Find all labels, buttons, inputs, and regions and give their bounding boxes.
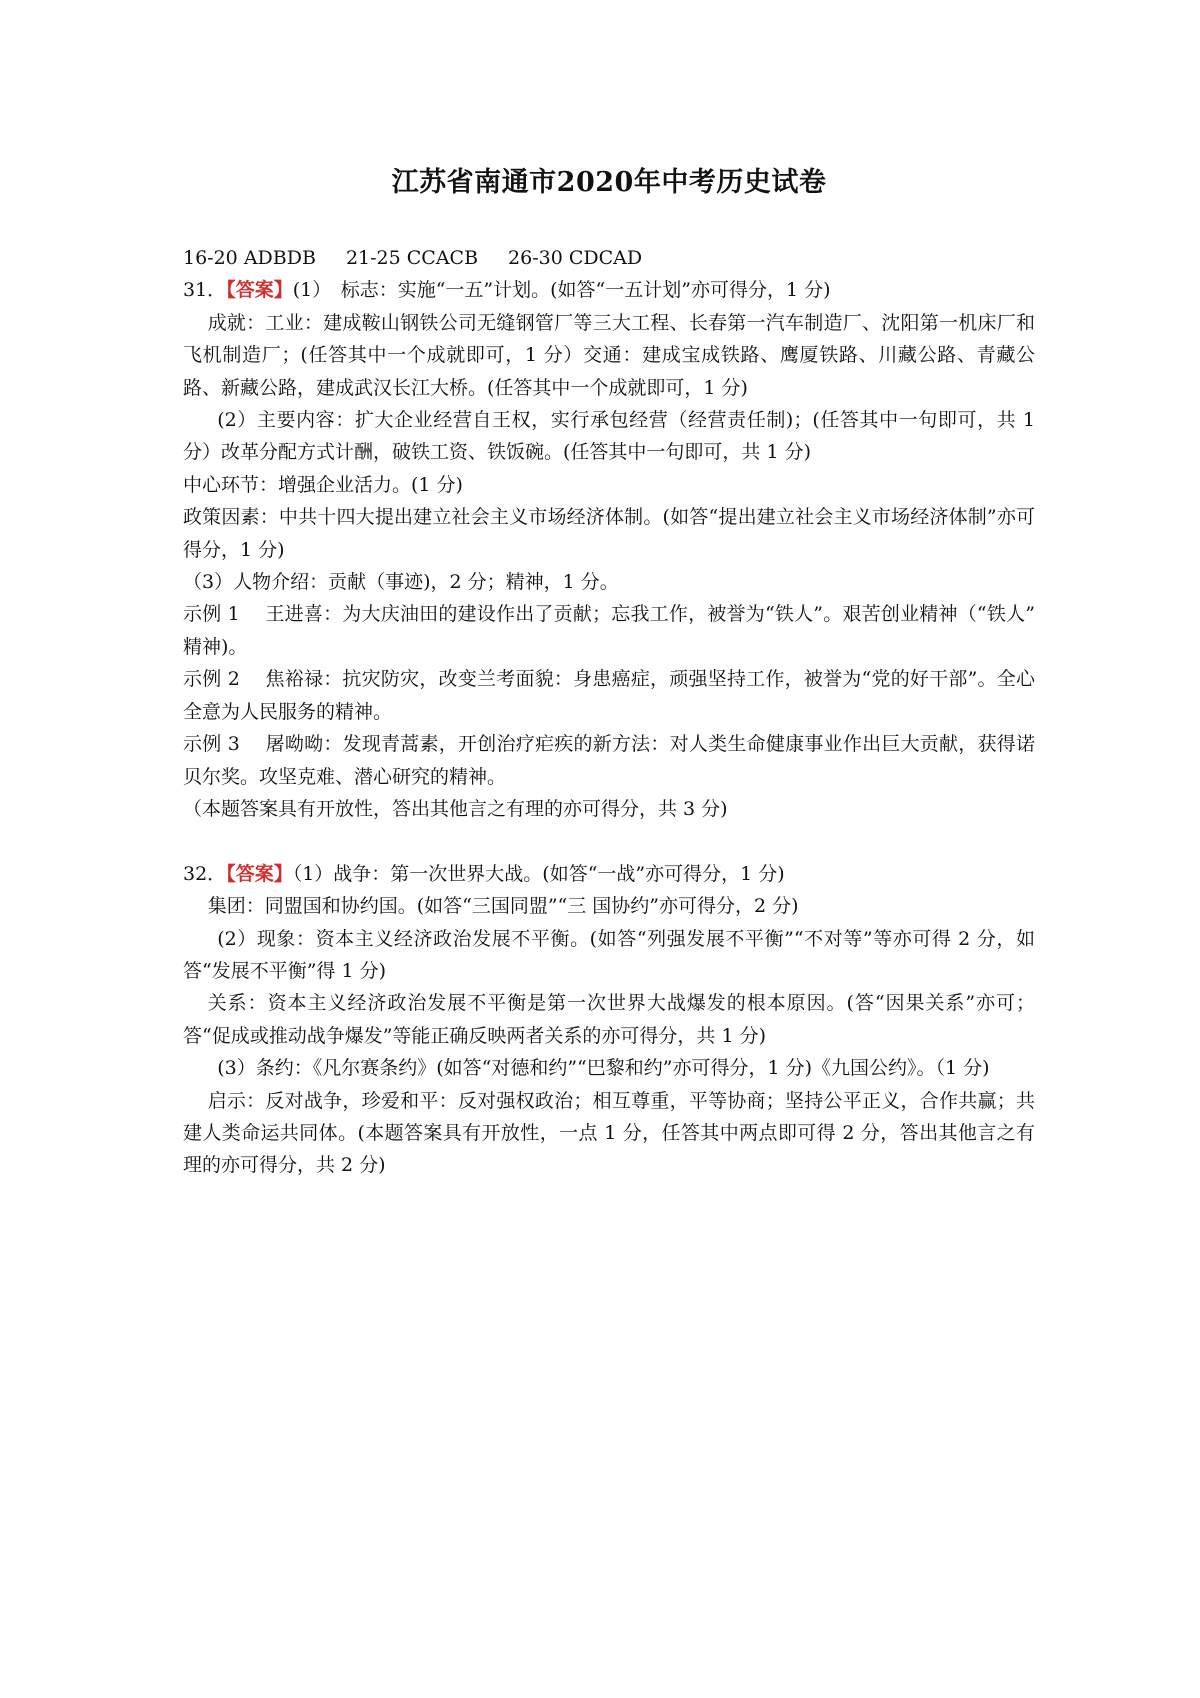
q31-number: 31． (183, 279, 227, 302)
mc-answer-group: 16-20 ADBDB (183, 247, 316, 269)
q31-example-1: 示例 1 王进喜：为大庆油田的建设作出了贡献；忘我工作，被誉为“铁人”。艰苦创业精神（“铁人” 精神)。 (183, 603, 1035, 658)
q32-relationship: 关系：资本主义经济政治发展不平衡是第一次世界大战爆发的根本原因。(答“因果关系”亦可；答“促成或推动战争爆发”等能正确反映两者关系的亦可得分，共 1 分) (183, 992, 1035, 1047)
section-gap (183, 825, 1035, 857)
q32-part3: (3）条约：《凡尔赛条约》(如答“对德和约”“巴黎和约”亦可得分，1 分)《九国公约》。（1 分) (217, 1057, 990, 1080)
q31-policy-factor: 政策因素：中共十四大提出建立社会主义市场经济体制。(如答“提出建立社会主义市场经济体制”亦可得分，1 分) (183, 506, 1035, 561)
q32-part1: （1）战争：第一次世界大战。(如答“一战”亦可得分，1 分) (292, 862, 785, 885)
q31-central-link: 中心环节：增强企业活力。(1 分) (183, 473, 463, 496)
q32-inspiration: 启示：反对战争，珍爱和平：反对强权政治；相互尊重，平等协商；坚持公平正义，合作共赢；共建人类命运共同体。(本题答案具有开放性，一点 1 分，任答其中两点即可得 2 分，答出其他言之有理的亦可得分，共 2 分) (183, 1089, 1035, 1177)
q32-number: 32． (183, 862, 227, 885)
q32-line-1 (183, 858, 1035, 890)
mc-answer-group: 26-30 CDCAD (508, 247, 643, 269)
page-title: 江苏省南通市2020年中考历史试卷 (391, 167, 827, 198)
q31-achievements: 成就：工业：建成鞍山钢铁公司无缝钢管厂等三大工程、长春第一汽车制造厂、沈阳第一机床厂和飞机制造厂；(任答其中一个成就即可，1 分）交通：建成宝成铁路、鹰厦铁路、川藏公路、青藏公路、新藏公路，建成武汉长江大桥。(任答其中一个成就即可，1 分) (183, 311, 1035, 399)
mc-answer-group: 21-25 CCACB (345, 247, 479, 269)
answer-body (183, 242, 1035, 1182)
answer-tag: 【答案】 (226, 279, 293, 302)
q31-part1: (1） 标志：实施“一五”计划。(如答“一五计划”亦可得分，1 分) (292, 279, 831, 302)
q32-groups: 集团：同盟国和协约国。(如答“三国同盟”“三 国协约”亦可得分，2 分) (207, 895, 799, 918)
q31-line-1 (183, 274, 1035, 306)
multiple-choice-answers (183, 242, 1035, 274)
q31-part2: (2）主要内容：扩大企业经营自王权，实行承包经营（经营责任制)；(任答其中一句即可，共 1 分）改革分配方式计酬，破铁工资、铁饭碗。(任答其中一句即可，共 1 分) (183, 409, 1035, 464)
q32-part2: (2）现象：资本主义经济政治发展不平衡。(如答“列强发展不平衡”“不对等”等亦可得 2 分，如答“发展不平衡”得 1 分) (183, 927, 1035, 982)
answer-tag: 【答案】 (226, 862, 293, 885)
q31-example-3: 示例 3 屠呦呦：发现青蒿素，开创治疗疟疾的新方法：对人类生命健康事业作出巨大贡献，获得诺贝尔奖。攻坚克难、潜心研究的精神。 (183, 733, 1035, 788)
q31-example-2: 示例 2 焦裕禄：抗灾防灾，改变兰考面貌：身患癌症，顽强坚持工作，被誉为“党的好干部”。全心全意为人民服务的精神。 (183, 668, 1035, 723)
q31-part3: （3）人物介绍：贡献（事迹)，2 分；精神，1 分。 (183, 571, 619, 594)
q31-note: （本题答案具有开放性，答出其他言之有理的亦可得分，共 3 分) (183, 797, 728, 820)
